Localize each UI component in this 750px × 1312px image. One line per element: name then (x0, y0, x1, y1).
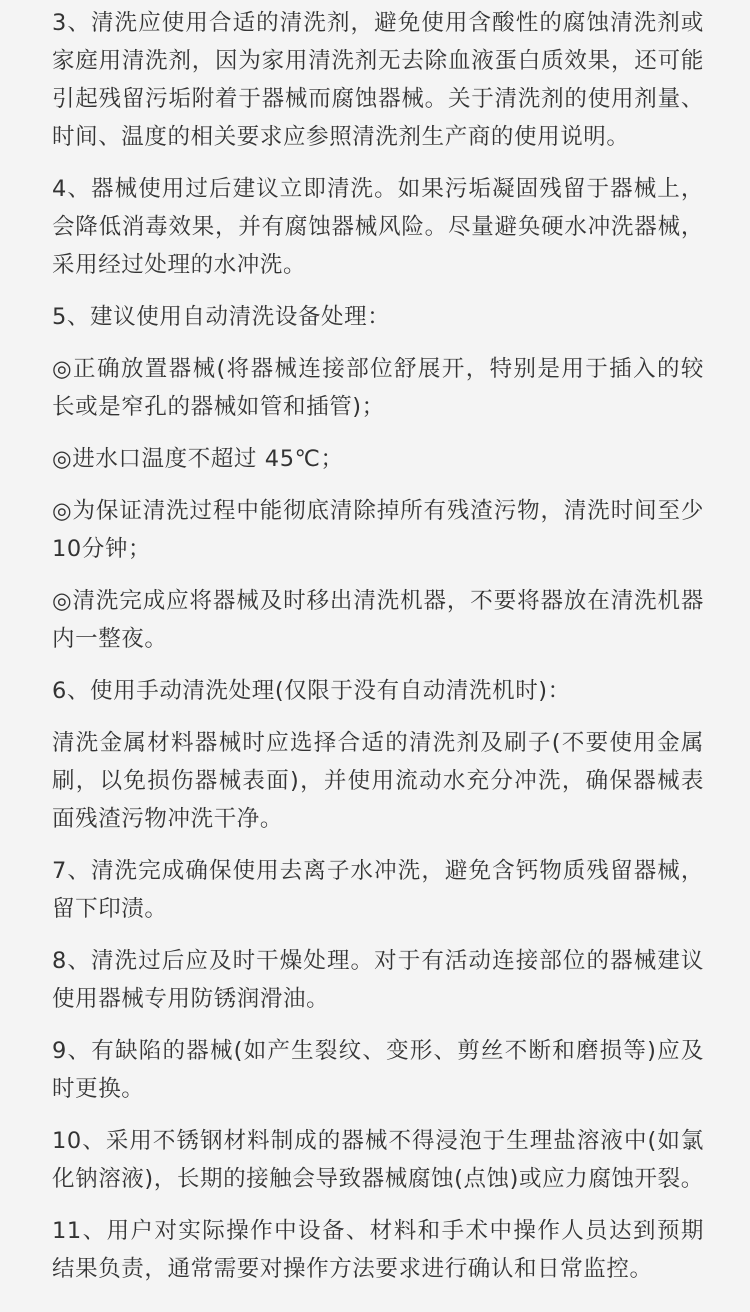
bullet-remove-instruments: ◎清洗完成应将器械及时移出清洗机器，不要将器放在清洗机器内一整夜。 (52, 588, 704, 652)
paragraph-item-7: 7、清洗完成确保使用去离子水冲洗，避免含钙物质残留器械，留下印渍。 (52, 858, 704, 922)
paragraph-item-8: 8、清洗过后应及时干燥处理。对于有活动连接部位的器械建议使用器械专用防锈润滑油。 (52, 948, 704, 1012)
bullet-water-temperature: ◎进水口温度不超过 45℃； (52, 446, 344, 472)
paragraph-manual-cleaning: 清洗金属材料器械时应选择合适的清洗剂及刷子(不要使用金属刷，以免损伤器械表面)，并使用流动水充分冲洗，确保器械表面残渣污物冲洗干净。 (52, 730, 704, 832)
paragraph-item-3: 3、清洗应使用合适的清洗剂，避免使用含酸性的腐蚀清洗剂或家庭用清洗剂，因为家用清洗剂无去除血液蛋白质效果，还可能引起残留污垢附着于器械而腐蚀器械。关于清洗剂的使用剂量、时间、温度的相关要求应参照清洗剂生产商的使用说明。 (52, 10, 704, 150)
bullet-cleaning-time: ◎为保证清洗过程中能彻底清除掉所有残渣污物，清洗时间至少10分钟； (52, 498, 704, 562)
paragraph-item-4: 4、器械使用过后建议立即清洗。如果污垢凝固残留于器械上，会降低消毒效果，并有腐蚀器械风险。尽量避奂硬水冲洗器械，采用经过处理的水冲洗。 (52, 176, 704, 278)
paragraph-item-10: 10、采用不锈钢材料制成的器械不得浸泡于生理盐溶液中(如氯化钠溶液)，长期的接触会导致器械腐蚀(点蚀)或应力腐蚀开裂。 (52, 1128, 704, 1192)
paragraph-item-11: 11、用户对实际操作中设备、材料和手术中操作人员达到预期结果负责，通常需要对操作方法要求进行确认和日常监控。 (52, 1218, 704, 1282)
paragraph-item-5: 5、建议使用自动清洗设备处理： (52, 304, 391, 330)
paragraph-item-9: 9、有缺陷的器械(如产生裂纹、变形、剪丝不断和磨损等)应及时更换。 (52, 1038, 704, 1102)
bullet-placement: ◎正确放置器械(将器械连接部位舒展开，特别是用于插入的较长或是窄孔的器械如管和插管)； (52, 356, 704, 420)
paragraph-item-6: 6、使用手动清洗处理(仅限于没有自动清洗机时)： (52, 678, 571, 704)
